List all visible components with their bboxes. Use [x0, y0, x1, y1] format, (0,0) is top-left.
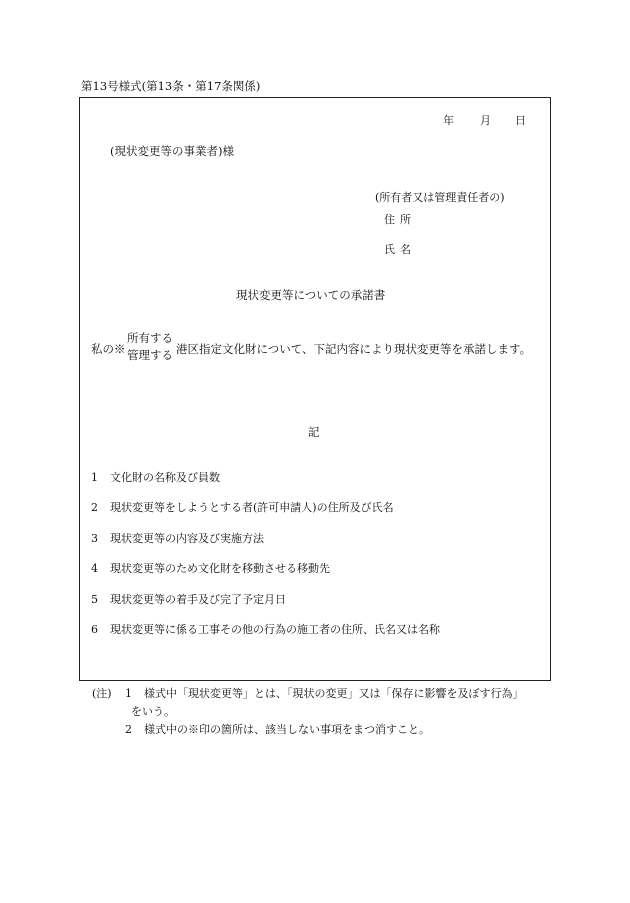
owner-label: (所有者又は管理責任者の) — [375, 191, 505, 204]
item-number: 1 — [91, 471, 98, 484]
option-manager: 管理する — [127, 348, 173, 362]
item-text: 現状変更等のため文化財を移動させる移動先 — [110, 562, 330, 575]
statement-lead: 私の※ — [91, 342, 126, 356]
item-text: 現状変更等をしようとする者(許可申請人)の住所及び氏名 — [110, 501, 394, 514]
item-text: 文化財の名称及び員数 — [110, 471, 220, 484]
date-month-label: 月 — [480, 114, 491, 127]
notes-label: (注) — [92, 687, 112, 700]
item-number: 6 — [91, 623, 98, 636]
document-title: 現状変更等についての承諾書 — [236, 288, 386, 302]
address-label: 住所 — [384, 213, 416, 226]
item-number: 3 — [91, 532, 98, 545]
item-number: 5 — [91, 593, 98, 606]
addressee: (現状変更等の事業者)様 — [110, 144, 234, 158]
ki-heading: 記 — [308, 425, 320, 439]
item-text: 現状変更等の内容及び実施方法 — [110, 532, 264, 545]
note-2-number: 2 — [125, 723, 132, 736]
item-text: 現状変更等に係る工事その他の行為の施工者の住所、氏名又は名称 — [110, 623, 440, 636]
note-1-continuation: をいう。 — [131, 705, 175, 718]
name-label: 氏名 — [384, 243, 416, 256]
note-1-number: 1 — [125, 687, 132, 700]
item-number: 2 — [91, 501, 98, 514]
option-owner: 所有する — [127, 331, 173, 345]
date-day-label: 日 — [515, 114, 526, 127]
item-text: 現状変更等の着手及び完了予定月日 — [110, 593, 286, 606]
date-year-label: 年 — [443, 114, 454, 127]
note-1-text: 様式中「現状変更等」とは、「現状の変更」又は「保存に影響を及ぼす行為」 — [144, 687, 524, 700]
statement-body: 港区指定文化財について、下記内容により現状変更等を承諾します。 — [176, 342, 532, 356]
form-title: 第13号様式(第13条・第17条関係) — [81, 79, 261, 93]
note-2-text: 様式中の※印の箇所は、該当しない事項をまつ消すこと。 — [144, 723, 430, 736]
item-number: 4 — [91, 562, 98, 575]
